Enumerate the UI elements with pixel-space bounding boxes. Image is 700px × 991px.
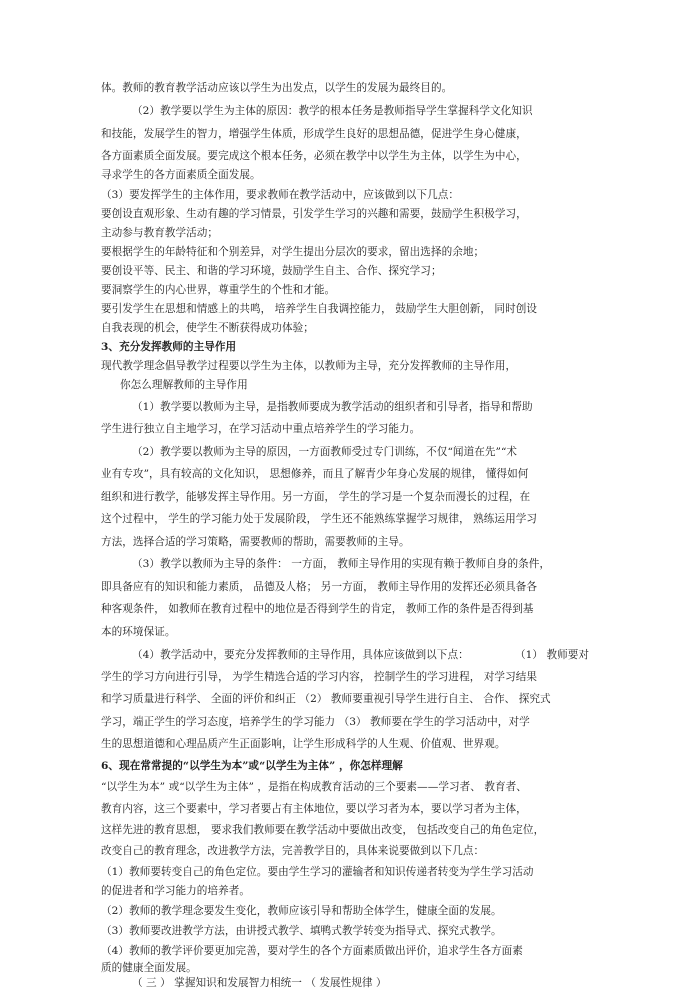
text-line: 要创设直观形象、生动有趣的学习情景，引发学生学习的兴趣和需要，鼓励学生积极学习， [101,208,527,220]
text-line: 方法，选择合适的学习策略，需要教师的帮助，需要教师的主导。 [101,536,410,548]
text-line: 组织和进行教学，能够发挥主导作用。另一方面， 学生的学习是一个复杂而漫长的过程，在 [101,491,531,503]
text-line: （1）教学要以教师为主导，是指教师要成为教学活动的组织者和引导者，指导和帮助 [132,401,533,413]
section-heading: （ 三 ） 掌握知识和发展智力相统一 （ 发展性规律 ） [132,977,387,989]
text-line: （3）教师要改进教学方法，由讲授式教学、填鸭式教学转变为指导式、探究式教学。 [101,925,502,937]
text-line: 种客观条件， 如教师在教育过程中的地位是否得到学生的肯定， 教师工作的条件是否得到基 [101,603,534,615]
text-line: 业有专攻”，具有较高的文化知识， 思想修养，而且了解青少年身心发展的规律， 懂得如何 [101,468,529,480]
text-line: 改变自己的教育理念，改进教学方法，完善教学目的，具体来说要做到以下几点： [101,845,485,857]
text-line: （3）教学以教师为主导的条件： 一方面， 教师主导作用的实现有赖于教师自身的条件， [132,558,551,570]
section-heading: 6、现在常常提的“以学生为本”或“以学生为主体” ，你怎样理解 [101,760,403,772]
section-heading: 3、充分发挥教师的主导作用 [101,341,237,353]
text-line: 体。教师的教育教学活动应该以学生为出发点，以学生的发展为最终目的。 [101,82,453,94]
text-line: （2）教师的教学理念要发生变化，教师应该引导和帮助全体学生，健康全面的发展。 [101,905,502,917]
text-line: 和学习质量进行科学、 全面的评价和纠正 （2） 教师要重视引导学生进行自主、 合作、 探究式 [101,693,551,705]
text-line: 学生的学习方向进行引导， 为学生精选合适的学习内容， 控制学生的学习进程， 对学习结果 [101,671,537,683]
text-line: 要引发学生在思想和情感上的共鸣， 培养学生自我调控能力， 鼓励学生大胆创新， 同时创设 [101,303,537,315]
text-line: 要根据学生的年龄特征和个别差异，对学生提出分层次的要求，留出选择的余地； [101,246,485,258]
text-line: （4）教师的教学评价要更加完善，要对学生的各个方面素质做出评价，追求学生各方面素 [101,945,523,957]
text-line: 和技能，发展学生的智力，增强学生体质，形成学生良好的思想品德，促进学生身心健康， [101,128,527,140]
text-line: 质的健康全面发展。 [101,962,197,974]
text-line: “以学生为本” 或“以学生为主体” ，是指在构成教育活动的三个要素——学习者、 教育者、 [101,781,527,793]
text-line: 的促进者和学习能力的培养者。 [101,885,251,897]
text-line: （4）教学活动中，要充分发挥教师的主导作用，具体应该做到以下点： [132,649,469,661]
text-line: 要洞察学生的内心世界，尊重学生的个性和才能。 [101,284,336,296]
text-line: （2）教学要以学生为主体的原因：教学的根本任务是教师指导学生掌握科学文化知识 [132,105,533,117]
text-line: 寻求学生的各方面素质全面发展。 [101,169,261,181]
text-line: 各方面素质全面发展。要完成这个根本任务，必须在教学中以学生为主体，以学生为中心， [101,150,527,162]
text-line: 要创设平等、民主、和谐的学习环境，鼓励学生自主、合作、探究学习； [101,265,442,277]
text-line: 这样先进的教育思想， 要求我们教师要在教学活动中要做出改变， 包括改变自己的角色定位， [101,824,545,836]
text-line: （3）要发挥学生的主体作用，要求教师在教学活动中，应该做到以下几点： [101,189,460,201]
text-line: 本的环境保证。 [101,626,176,638]
text-line: 主动参与教育教学活动； [101,227,219,239]
text-line: 学生进行独立自主地学习，在学习活动中重点培养学生的学习能力。 [101,423,421,435]
text-line: 教育内容，这三个要素中，学习者要占有主体地位，要以学习者为本，要以学习者为主体， [101,803,527,815]
text-line: 即具备应有的知识和能力素质， 品德及人格； 另一方面， 教师主导作用的发挥还必须具备各 [101,581,537,593]
text-line: （1）教师要转变自己的角色定位。要由学生学习的灌输者和知识传递者转变为学生学习活动 [101,866,534,878]
text-line: 你怎么理解教师的主导作用 [120,379,248,391]
text-line: （1） 教师要对 [515,649,590,661]
text-line: 学习，端正学生的学习态度，培养学生的学习能力 （3） 教师要在学生的学习活动中，对学 [101,716,530,728]
text-line: 现代教学理念倡导教学过程要以学生为主体，以教师为主导，充分发挥教师的主导作用， [101,360,517,372]
text-line: （2）教学要以教师为主导的原因，一方面教师受过专门训练，不仅“闻道在先”“术 [132,446,518,458]
text-line: 生的思想道德和心理品质产生正面影响，让学生形成科学的人生观、价值观、世界观。 [101,738,506,750]
text-line: 这个过程中， 学生的学习能力处于发展阶段， 学生还不能熟练掌握学习规律， 熟练运用学习 [101,513,537,525]
text-line: 自我表现的机会，使学生不断获得成功体验； [101,322,314,334]
